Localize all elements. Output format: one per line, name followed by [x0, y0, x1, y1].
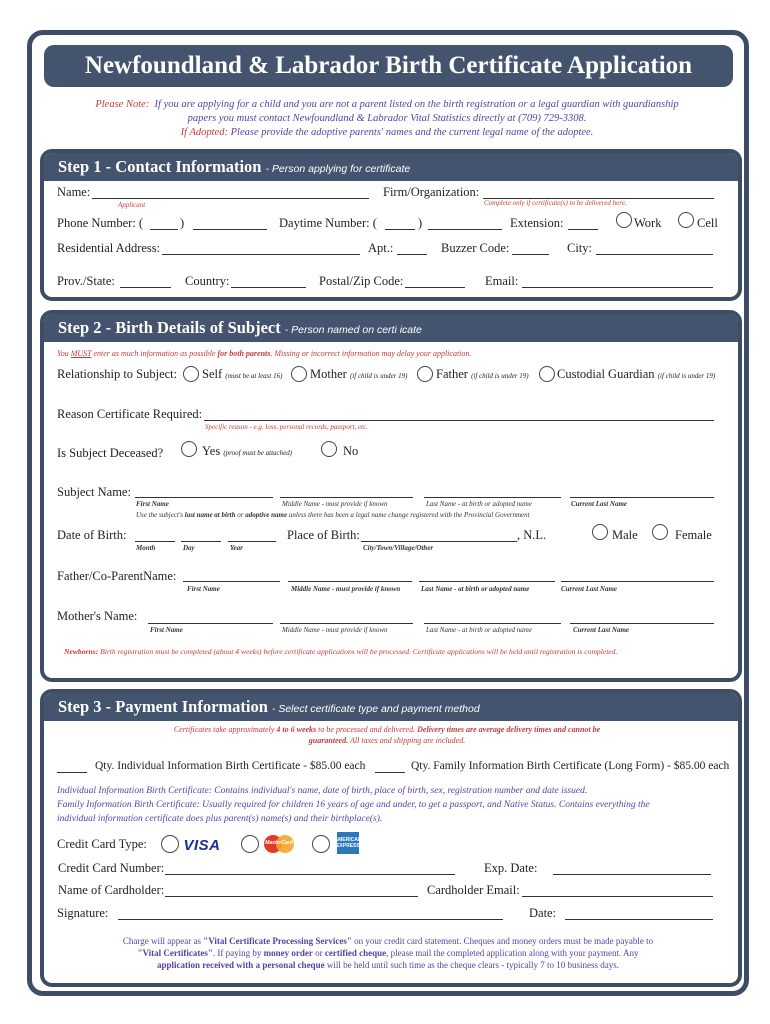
qty-individual-label: Qty. Individual Information Birth Certificate - $85.00 each	[95, 760, 366, 772]
firm-label: Firm/Organization:	[383, 185, 480, 199]
reason-hint: Specific reason - e.g. loss, personal records, passport, etc.	[205, 423, 368, 431]
mother-last-input[interactable]	[424, 623, 561, 624]
mother-first-input[interactable]	[148, 623, 273, 624]
postal-input[interactable]	[405, 287, 465, 288]
amex-radio[interactable]	[312, 835, 330, 853]
phone-label: Phone Number: (	[57, 216, 144, 230]
cell-label: Cell	[697, 216, 718, 230]
subject-current-last-input[interactable]	[570, 497, 714, 498]
place-label: Place of Birth:	[287, 528, 360, 542]
prov-label: Prov./State:	[57, 274, 115, 288]
place-input[interactable]	[361, 541, 517, 542]
daytime-number-input[interactable]	[428, 229, 502, 230]
signature-input[interactable]	[118, 919, 503, 920]
father-option: Father (if child is under 19)	[436, 367, 529, 381]
certificate-time-note: Certificates take approximately 4 to 6 weeks to be processed and delivered. Delivery times are average delivery times and cannot be guaranteed. All taxes and shipping are included.	[173, 725, 601, 745]
buzzer-input[interactable]	[512, 254, 549, 255]
card-number-input[interactable]	[165, 874, 455, 875]
cardholder-input[interactable]	[165, 896, 418, 897]
daytime-paren: )	[418, 216, 423, 230]
subject-first-input[interactable]	[135, 497, 273, 498]
subject-first-hint: First Name	[136, 500, 169, 508]
dob-month-input[interactable]	[135, 541, 175, 542]
phone-number-input[interactable]	[193, 229, 267, 230]
work-label: Work	[634, 216, 662, 230]
email-input[interactable]	[522, 287, 713, 288]
step3-header: Step 3 - Payment Information - Select certificate type and payment method	[44, 693, 738, 721]
apt-input[interactable]	[397, 254, 427, 255]
amex-logo: AMERICAN EXPRESS	[337, 832, 359, 854]
mother-middle-hint: Middle Name - must provide if known	[282, 626, 388, 634]
mother-current-hint: Current Last Name	[573, 626, 630, 634]
cardholder-email-input[interactable]	[522, 896, 713, 897]
city-input[interactable]	[596, 254, 713, 255]
self-option: Self (must be at least 16)	[202, 367, 283, 381]
card-type-label: Credit Card Type:	[57, 837, 147, 851]
visa-radio[interactable]	[161, 835, 179, 853]
residential-input[interactable]	[162, 254, 360, 255]
email-label: Email:	[485, 274, 519, 288]
phone-area-input[interactable]	[150, 229, 178, 230]
must-enter-note: You MUST enter as much information as possible for both parents. Missing or incorrect information may delay your application.	[57, 349, 472, 358]
family-cert-desc: Family Information Birth Certificate: Usually required for children 16 years of age and under, to get a passport, and Native Status. Contains everything the	[57, 800, 650, 810]
step1-header: Step 1 - Contact Information - Person applying for certificate	[44, 153, 738, 181]
subject-last-hint: Last Name - at birth or adopted name	[426, 500, 532, 508]
mother-first-hint: First Name	[150, 626, 183, 634]
newborns-note: Newborns: Birth registration must be completed (about 4 weeks) before certificate applications will be processed. Certificate applications will be held until registration is completed.	[64, 647, 618, 656]
qty-family-label: Qty. Family Information Birth Certificate (Long Form) - $85.00 each	[411, 760, 730, 772]
guardian-option: Custodial Guardian (if child is under 19)	[557, 367, 716, 381]
page-title: Newfoundland & Labrador Birth Certificate Application	[44, 45, 733, 87]
father-middle-hint: Middle Name - must provide if known	[291, 585, 401, 593]
signature-label: Signature:	[57, 906, 109, 920]
reason-label: Reason Certificate Required:	[57, 407, 203, 421]
extension-label: Extension:	[510, 216, 564, 230]
father-current-last-input[interactable]	[561, 581, 714, 582]
mother-current-last-input[interactable]	[570, 623, 714, 624]
reason-input[interactable]	[204, 420, 714, 421]
city-label: City:	[567, 241, 593, 255]
no-radio[interactable]	[321, 441, 337, 457]
postal-label: Postal/Zip Code:	[319, 274, 404, 288]
note-line-1: Please Note: If you are applying for a child and you are not a parent listed on the birth registration or a legal guardian with guardianship	[95, 99, 679, 110]
individual-cert-desc: Individual Information Birth Certificate: Contains individual's name, date of birth, place of birth, sex, registration number and date issued.	[57, 786, 588, 796]
yes-radio[interactable]	[181, 441, 197, 457]
dob-year-input[interactable]	[228, 541, 276, 542]
prov-input[interactable]	[120, 287, 171, 288]
applicant-hint: Applicant	[118, 201, 146, 209]
cell-radio[interactable]	[678, 212, 694, 228]
place-hint: City/Town/Village/Other	[363, 544, 434, 552]
legal-name-hint: Use the subject's last name at birth or adoptive name unless there has been a legal name change registered with the Provincial Government	[136, 511, 530, 519]
mother-last-hint: Last Name - at birth or adopted name	[426, 626, 532, 634]
deceased-label: Is Subject Deceased?	[57, 446, 164, 460]
phone-paren: )	[180, 216, 185, 230]
daytime-label: Daytime Number: (	[279, 216, 377, 230]
father-middle-input[interactable]	[288, 581, 412, 582]
female-label: Female	[675, 528, 712, 542]
visa-logo: VISA	[183, 836, 221, 854]
qty-family-input[interactable]	[375, 772, 405, 773]
note-line-2: papers you must contact Newfoundland & Labrador Vital Statistics directly at (709) 729-3308.	[187, 113, 587, 124]
subject-current-hint: Current Last Name	[571, 500, 628, 508]
subject-name-label: Subject Name:	[57, 485, 131, 499]
male-label: Male	[612, 528, 638, 542]
father-current-hint: Current Last Name	[561, 585, 618, 593]
mother-middle-input[interactable]	[280, 623, 413, 624]
mother-name-label: Mother's Name:	[57, 609, 138, 623]
female-radio[interactable]	[652, 524, 668, 540]
name-input[interactable]	[92, 198, 369, 199]
subject-middle-input[interactable]	[280, 497, 413, 498]
work-radio[interactable]	[616, 212, 632, 228]
no-label: No	[343, 444, 359, 458]
father-last-hint: Last Name - at birth or adopted name	[421, 585, 530, 593]
subject-middle-hint: Middle Name - must provide if known	[282, 500, 388, 508]
day-hint: Day	[183, 544, 195, 552]
dob-day-input[interactable]	[181, 541, 221, 542]
daytime-area-input[interactable]	[385, 229, 415, 230]
step2-section	[40, 310, 742, 682]
relationship-label: Relationship to Subject:	[57, 367, 178, 381]
dob-label: Date of Birth:	[57, 528, 127, 542]
mastercard-logo: MasterCard	[262, 833, 296, 855]
mother-radio[interactable]	[291, 366, 307, 382]
family-cert-desc-2: individual information certificate does plus parent(s) name(s) and their birthplace(s).	[57, 814, 383, 824]
guardian-radio[interactable]	[539, 366, 555, 382]
father-coparent-label: Father/Co-ParentName:	[57, 569, 177, 583]
date-input[interactable]	[565, 919, 713, 920]
cardholder-label: Name of Cardholder:	[58, 883, 165, 897]
apt-label: Apt.:	[368, 241, 394, 255]
cardholder-email-label: Cardholder Email:	[427, 883, 520, 897]
father-radio[interactable]	[417, 366, 433, 382]
month-hint: Month	[136, 544, 156, 552]
male-radio[interactable]	[592, 524, 608, 540]
father-first-hint: First Name	[187, 585, 220, 593]
subject-last-input[interactable]	[424, 497, 561, 498]
firm-hint: Complete only if certificate(s) to be delivered here.	[484, 199, 627, 207]
exp-input[interactable]	[553, 874, 711, 875]
date-label: Date:	[529, 906, 557, 920]
country-input[interactable]	[231, 287, 306, 288]
father-last-input[interactable]	[419, 581, 555, 582]
note-adopted: If Adopted: Please provide the adoptive parents' names and the current legal name of the adoptee.	[180, 127, 594, 138]
buzzer-label: Buzzer Code:	[441, 241, 510, 255]
nl-label: , N.L.	[517, 528, 547, 542]
father-first-input[interactable]	[183, 581, 280, 582]
exp-label: Exp. Date:	[484, 861, 538, 875]
yes-option: Yes (proof must be attached)	[202, 444, 293, 458]
self-radio[interactable]	[183, 366, 199, 382]
qty-individual-input[interactable]	[57, 772, 87, 773]
name-label: Name:	[57, 185, 91, 199]
extension-input[interactable]	[568, 229, 598, 230]
residential-label: Residential Address:	[57, 241, 161, 255]
mother-option: Mother (if child is under 19)	[310, 367, 408, 381]
year-hint: Year	[230, 544, 243, 552]
charge-note: Charge will appear as "Vital Certificate Processing Services" on your credit card statement. Cheques and money orders must be made payable to "Vital Certificates". If paying by money order or certified cheque, please mail the completed application along with your payment. Any application received with a personal cheque will be held until such time as the cheque clears - typically 7 to 10 business days.	[122, 936, 654, 970]
card-number-label: Credit Card Number:	[58, 861, 165, 875]
step2-header: Step 2 - Birth Details of Subject - Person named on certi icate	[44, 314, 738, 342]
country-label: Country:	[185, 274, 230, 288]
mastercard-radio[interactable]	[241, 835, 259, 853]
